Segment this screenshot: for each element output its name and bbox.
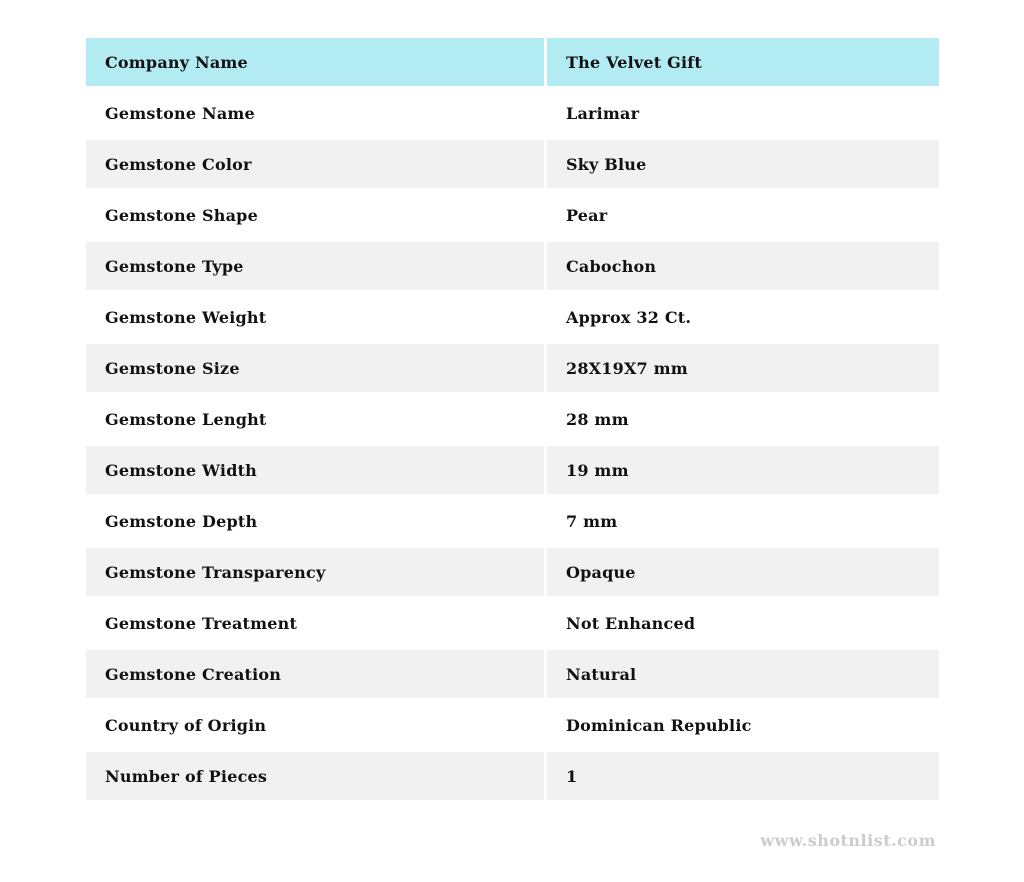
spec-value: 7 mm bbox=[547, 497, 939, 545]
table-row bbox=[86, 89, 939, 137]
spec-label: Gemstone Transparency bbox=[86, 548, 544, 596]
spec-value: Cabochon bbox=[547, 242, 939, 290]
company-name-label: Company Name bbox=[86, 38, 544, 86]
spec-value: 19 mm bbox=[547, 446, 939, 494]
spec-label: Gemstone Width bbox=[86, 446, 544, 494]
spec-value: Approx 32 Ct. bbox=[547, 293, 939, 341]
table-row bbox=[86, 752, 939, 800]
table-row bbox=[86, 650, 939, 698]
table-row bbox=[86, 446, 939, 494]
spec-value: Larimar bbox=[547, 89, 939, 137]
table-row bbox=[86, 191, 939, 239]
table-row bbox=[86, 344, 939, 392]
gemstone-spec-table bbox=[83, 35, 942, 803]
table-row bbox=[86, 140, 939, 188]
spec-label: Gemstone Shape bbox=[86, 191, 544, 239]
table-row bbox=[86, 548, 939, 596]
table-row bbox=[86, 701, 939, 749]
spec-label: Gemstone Creation bbox=[86, 650, 544, 698]
table-row bbox=[86, 242, 939, 290]
spec-label: Gemstone Type bbox=[86, 242, 544, 290]
table-row bbox=[86, 497, 939, 545]
spec-label: Gemstone Treatment bbox=[86, 599, 544, 647]
spec-value: 28 mm bbox=[547, 395, 939, 443]
spec-value: Opaque bbox=[547, 548, 939, 596]
spec-label: Gemstone Lenght bbox=[86, 395, 544, 443]
spec-label: Gemstone Depth bbox=[86, 497, 544, 545]
spec-label: Country of Origin bbox=[86, 701, 544, 749]
table-row bbox=[86, 293, 939, 341]
spec-value: 28X19X7 mm bbox=[547, 344, 939, 392]
spec-label: Gemstone Color bbox=[86, 140, 544, 188]
spec-value: Not Enhanced bbox=[547, 599, 939, 647]
spec-value: 1 bbox=[547, 752, 939, 800]
watermark-text: www.shotnlist.com bbox=[760, 831, 936, 850]
spec-value: Natural bbox=[547, 650, 939, 698]
spec-value: Dominican Republic bbox=[547, 701, 939, 749]
spec-label: Gemstone Weight bbox=[86, 293, 544, 341]
spec-value: Pear bbox=[547, 191, 939, 239]
spec-label: Number of Pieces bbox=[86, 752, 544, 800]
table-row bbox=[86, 395, 939, 443]
table-row bbox=[86, 599, 939, 647]
spec-value: Sky Blue bbox=[547, 140, 939, 188]
spec-label: Gemstone Size bbox=[86, 344, 544, 392]
spec-label: Gemstone Name bbox=[86, 89, 544, 137]
company-name-value: The Velvet Gift bbox=[547, 38, 939, 86]
table-header-row bbox=[86, 38, 939, 86]
